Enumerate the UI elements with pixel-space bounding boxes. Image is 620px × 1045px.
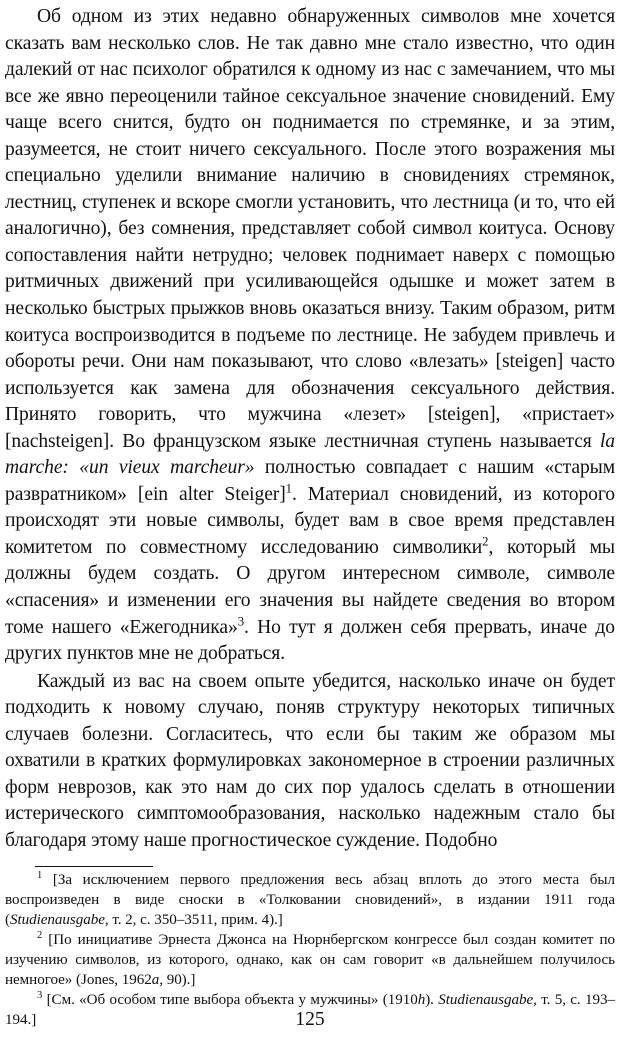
- paragraph-2-text: Каждый из вас на своем опыте убедится, насколько иначе он будет подходить к новому случаю, поняв структуру некоторых типичных случаев болезни. Согласитесь, что если бы таким же образом мы охватили в кратких формулировках закономерное в строении различных форм неврозов, как это нам до сих пор удалось сделать в отношении истерического симптомообразования, насколько надежным стало бы благодаря этому наше прогностическое суждение. Подобно: [5, 670, 615, 851]
- paragraph-1-text: . Материал сновидений, из которого происходят эти новые символы, будет вам в свое время представлен комитетом по совместному исследованию символики: [5, 483, 615, 558]
- footnote-2-text: 90).]: [162, 971, 196, 988]
- footnote-ref-2[interactable]: 2: [482, 534, 489, 549]
- footnote-2: [5, 930, 615, 990]
- footnote-1: [5, 870, 615, 930]
- footnote-3-letter: h: [417, 992, 426, 1009]
- footnote-2-letter: a,: [151, 971, 163, 988]
- footnote-ref-3[interactable]: 3: [237, 614, 244, 629]
- footnote-3-text: ).: [425, 992, 439, 1009]
- footnote-2-text: [По инициативе Эрнеста Джонса на Нюрнбергском конгрессе был создан комитет по изучению символов, из которого, однако, как он сам говорит «в дальнейшем получилось немногое» (Jones, 1962: [5, 931, 615, 988]
- body-paragraph-2: [5, 669, 615, 855]
- footnote-separator: [35, 866, 153, 867]
- footnote-3-mark: 3: [37, 990, 43, 1002]
- paragraph-1-text: . Но тут я должен себя прервать, иначе до других пунктов мне не добраться.: [5, 616, 615, 665]
- footnote-1-mark: 1: [37, 869, 43, 881]
- footnote-1-source: Studienausgabe: [9, 911, 105, 928]
- footnote-1-text: , т. 2, с. 350–3511, прим. 4).]: [104, 911, 283, 928]
- footnote-2-mark: 2: [37, 929, 43, 941]
- footnote-3-source: Studienausgabe,: [438, 992, 537, 1009]
- paragraph-1-text: полностью совпадает с нашим «старым развратником» [ein alter Steiger]: [5, 457, 616, 505]
- footnote-1-text: [За исключением первого предложения весь абзац вплоть до этого места был воспроизведен в виде сноски в «Толковании сновидений», в издании 1911 года (: [5, 871, 615, 928]
- book-page: [5, 4, 615, 1030]
- footnote-ref-1[interactable]: 1: [285, 481, 292, 496]
- footnote-3-text: [См. «Об особом типе выбора объекта у мужчины» (1910: [42, 992, 418, 1009]
- french-phrase: la marche: «un vieux marcheur»: [5, 430, 615, 479]
- footnote-3-text: т. 5, с. 193–194.]: [5, 992, 615, 1029]
- paragraph-1-text: , который мы должны будем создать. О другом интересном символе, символе «спасения» и изменении его значения вы найдете сведения во втором томе нашего «Ежегодника»: [5, 536, 615, 638]
- body-paragraph-1: [5, 4, 615, 668]
- paragraph-1-text: Об одном из этих недавно обнаруженных символов мне хочется сказать вам несколько слов. Не так давно мне стало известно, что один далекий от нас психолог обратился к одному из нас с замечанием, что мы все же явно переоценили тайное сексуальное значение сновидений. Ему чаще всего снится, будто он поднимается по стремянке, и за этим, разумеется, не стоит ничего сексуального. После этого возражения мы специально уделили внимание наличию в сновидениях стремянок, лестниц, ступенек и вскоре смогли установить, что лестница (и то, что ей аналогично), без сомнения, представляет собой символ коитуса. Основу сопоставления найти нетрудно; человек поднимает наверх с помощью ритмичных движений при усиливающейся одышке и может затем в несколько быстрых прыжков вновь оказаться внизу. Таким образом, ритм коитуса воспроизводится в подъеме по лестнице. Не забудем привлечь и обороты речи. Они нам показывают, что слово «влезать» [steigen] часто используется как замена для обозначения сексуального действия. Принято говорить, что мужчина «лезет» [steigen], «пристает» [nachsteigen]. Во французском языке лестничная ступень называется: [5, 6, 615, 452]
- page-number: 125: [295, 1009, 325, 1030]
